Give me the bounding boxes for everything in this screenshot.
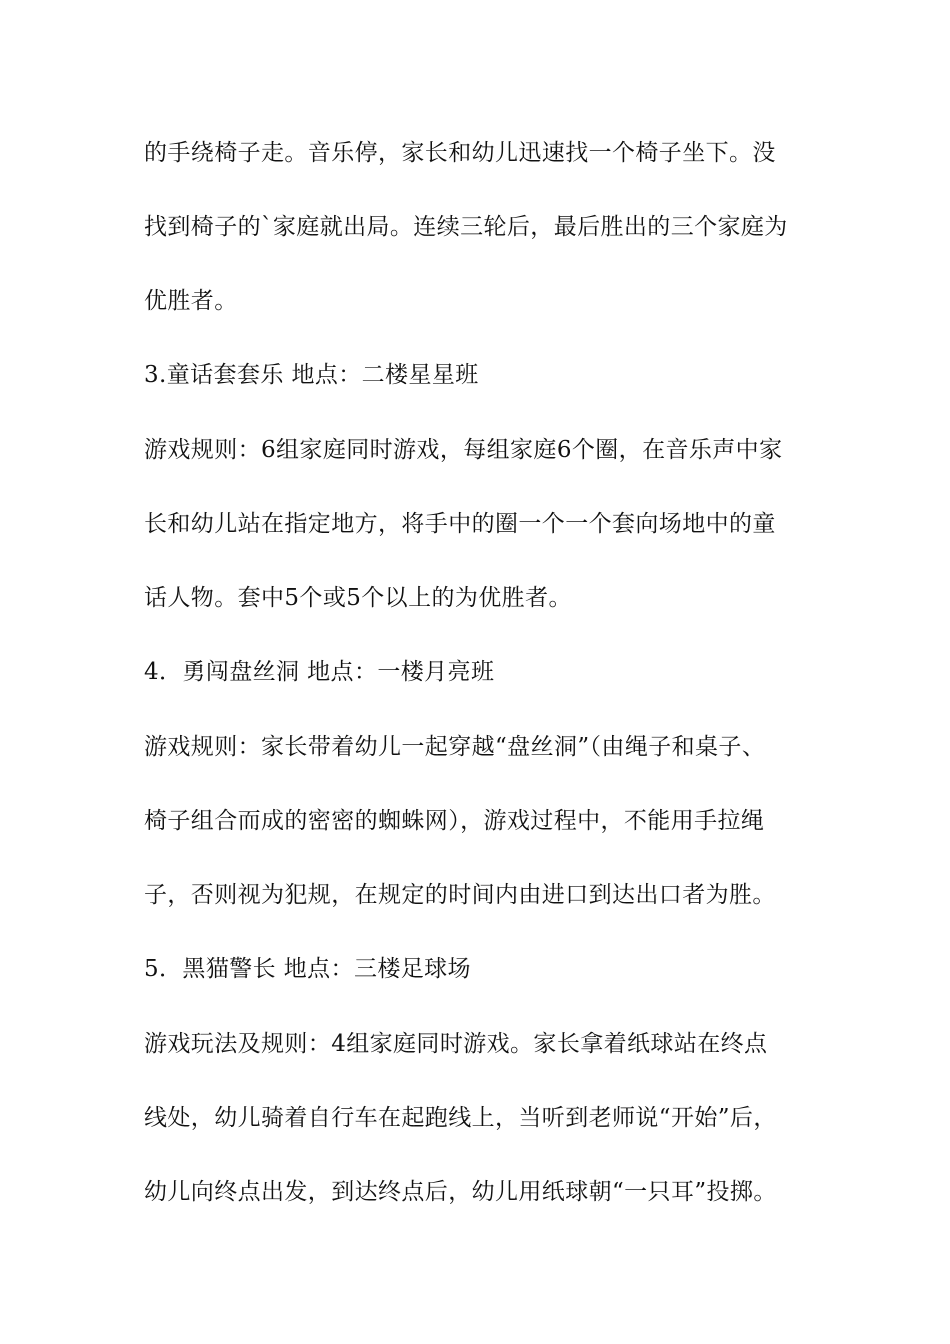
- paragraph-line: 长和幼儿站在指定地方，将手中的圈一个一个套向场地中的童: [144, 511, 776, 537]
- section-heading-4: 4．勇闯盘丝洞 地点：一楼月亮班: [144, 659, 495, 685]
- paragraph-line: 游戏规则：家长带着幼儿一起穿越“盘丝洞”（由绳子和桌子、: [144, 734, 766, 760]
- paragraph-line: 游戏规则：6组家庭同时游戏，每组家庭6个圈，在音乐声中家: [144, 437, 783, 463]
- paragraph-line: 话人物。套中5个或5个以上的为优胜者。: [144, 585, 572, 611]
- paragraph-line: 游戏玩法及规则：4组家庭同时游戏。家长拿着纸球站在终点: [144, 1031, 768, 1057]
- paragraph-line: 优胜者。: [144, 288, 238, 314]
- paragraph-line: 找到椅子的`家庭就出局。连续三轮后，最后胜出的三个家庭为: [144, 214, 788, 240]
- paragraph-line: 的手绕椅子走。音乐停，家长和幼儿迅速找一个椅子坐下。没: [144, 140, 776, 166]
- paragraph-line: 线处，幼儿骑着自行车在起跑线上，当听到老师说“开始”后，: [144, 1105, 777, 1131]
- paragraph-line: 幼儿向终点出发，到达终点后，幼儿用纸球朝“一只耳”投掷。: [144, 1179, 777, 1205]
- paragraph-line: 子，否则视为犯规，在规定的时间内由进口到达出口者为胜。: [144, 882, 776, 908]
- section-heading-3: 3.童话套套乐 地点：二楼星星班: [144, 362, 479, 388]
- section-heading-5: 5．黑猫警长 地点：三楼足球场: [144, 956, 471, 982]
- paragraph-line: 椅子组合而成的密密的蜘蛛网），游戏过程中，不能用手拉绳: [144, 808, 765, 834]
